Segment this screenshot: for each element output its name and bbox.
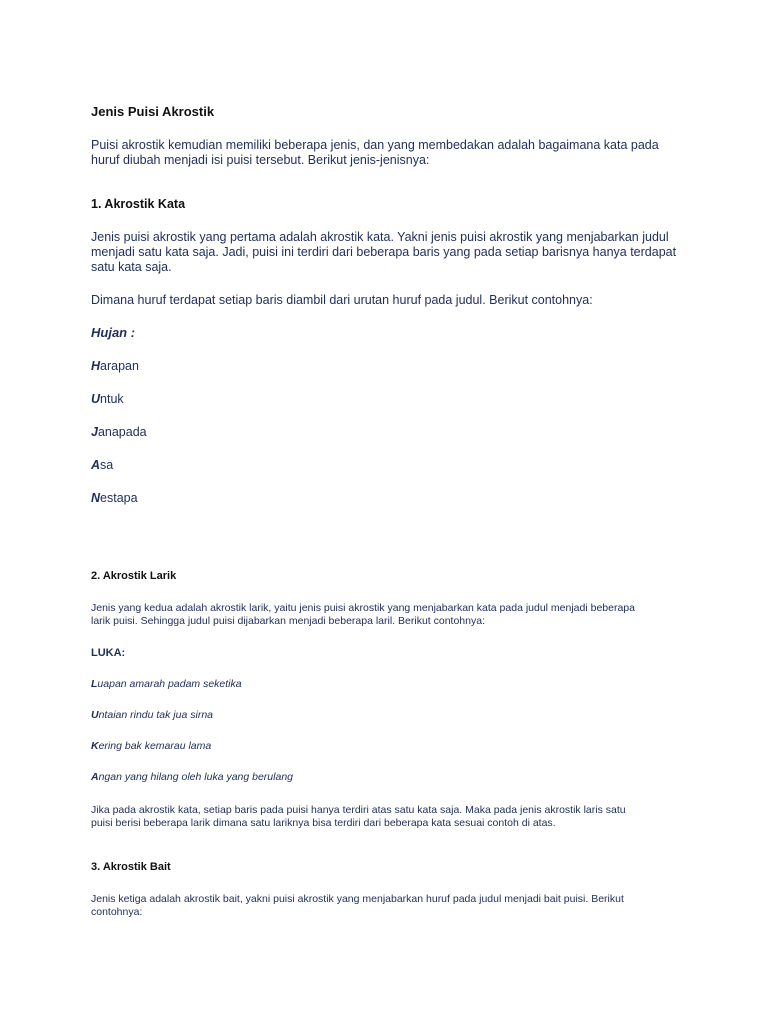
section1-paragraph2: Dimana huruf terdapat setiap baris diambil dari urutan huruf pada judul. Berikut contohnya:: [91, 293, 593, 307]
word-rest: sa: [100, 458, 114, 472]
line-rest: ering bak kemarau lama: [98, 740, 212, 752]
paragraph-line: contohnya:: [91, 906, 143, 918]
line-initial: K: [91, 740, 99, 752]
section3-heading: 3. Akrostik Bait: [91, 861, 171, 873]
word-initial: H: [91, 359, 101, 373]
poem1-word: [91, 359, 139, 373]
section1-heading: 1. Akrostik Kata: [91, 197, 186, 211]
paragraph-line: satu kata saja.: [91, 260, 172, 274]
word-initial: U: [91, 392, 101, 406]
word-initial: J: [91, 425, 98, 439]
intro-line: Puisi akrostik kemudian memiliki beberapa jenis, dan yang membedakan adalah bagaimana kata pada: [91, 138, 659, 152]
poem2-line: [91, 740, 211, 752]
poem2-line: [91, 709, 213, 721]
poem1-title: Hujan :: [91, 325, 136, 340]
word-initial: N: [91, 491, 101, 505]
poem1-word: [91, 491, 138, 505]
paragraph-line: Jenis ketiga adalah akrostik bait, yakni puisi akrostik yang menjabarkan huruf pada judul menjadi bait puisi. Berikut: [91, 893, 624, 905]
line-rest: ntaian rindu tak jua sirna: [98, 709, 213, 721]
paragraph-line: Jenis puisi akrostik yang pertama adalah akrostik kata. Yakni jenis puisi akrostik yang menjabarkan judul: [91, 230, 669, 244]
line-rest: uapan amarah padam seketika: [97, 678, 242, 690]
word-rest: arapan: [100, 359, 139, 373]
line-initial: U: [91, 709, 99, 721]
word-rest: ntuk: [100, 392, 124, 406]
line-initial: A: [91, 771, 99, 783]
page-title: Jenis Puisi Akrostik: [91, 104, 215, 119]
word-rest: estapa: [100, 491, 138, 505]
paragraph-line: puisi berisi beberapa larik dimana satu lariknya bisa terdiri dari beberapa kata sesuai contoh di atas.: [91, 817, 556, 829]
section2-heading: 2. Akrostik Larik: [91, 570, 177, 582]
word-rest: anapada: [97, 425, 147, 439]
poem2-line: [91, 771, 293, 783]
poem1-word: [91, 458, 113, 472]
poem1-word: [91, 392, 124, 406]
paragraph-line: Jika pada akrostik kata, setiap baris pada puisi hanya terdiri atas satu kata saja. Maka pada jenis akrostik laris satu: [91, 804, 626, 816]
poem2-line: [91, 678, 242, 690]
paragraph-line: larik puisi. Sehingga judul puisi dijabarkan menjadi beberapa laril. Berikut contohnya:: [91, 615, 485, 627]
poem1-word: [91, 425, 147, 439]
word-initial: A: [91, 458, 101, 472]
paragraph-line: Jenis yang kedua adalah akrostik larik, yaitu jenis puisi akrostik yang menjabarkan kata pada judul menjadi beberapa: [91, 602, 635, 614]
paragraph-line: menjadi satu kata saja. Jadi, puisi ini terdiri dari beberapa baris yang pada setiap barisnya hanya terdapat: [91, 245, 677, 259]
poem2-title: LUKA:: [91, 647, 126, 659]
line-rest: ngan yang hilang oleh luka yang berulang: [98, 771, 293, 783]
line-initial: L: [91, 678, 98, 690]
intro-line: huruf diubah menjadi isi puisi tersebut. Berikut jenis-jenisnya:: [91, 153, 430, 167]
